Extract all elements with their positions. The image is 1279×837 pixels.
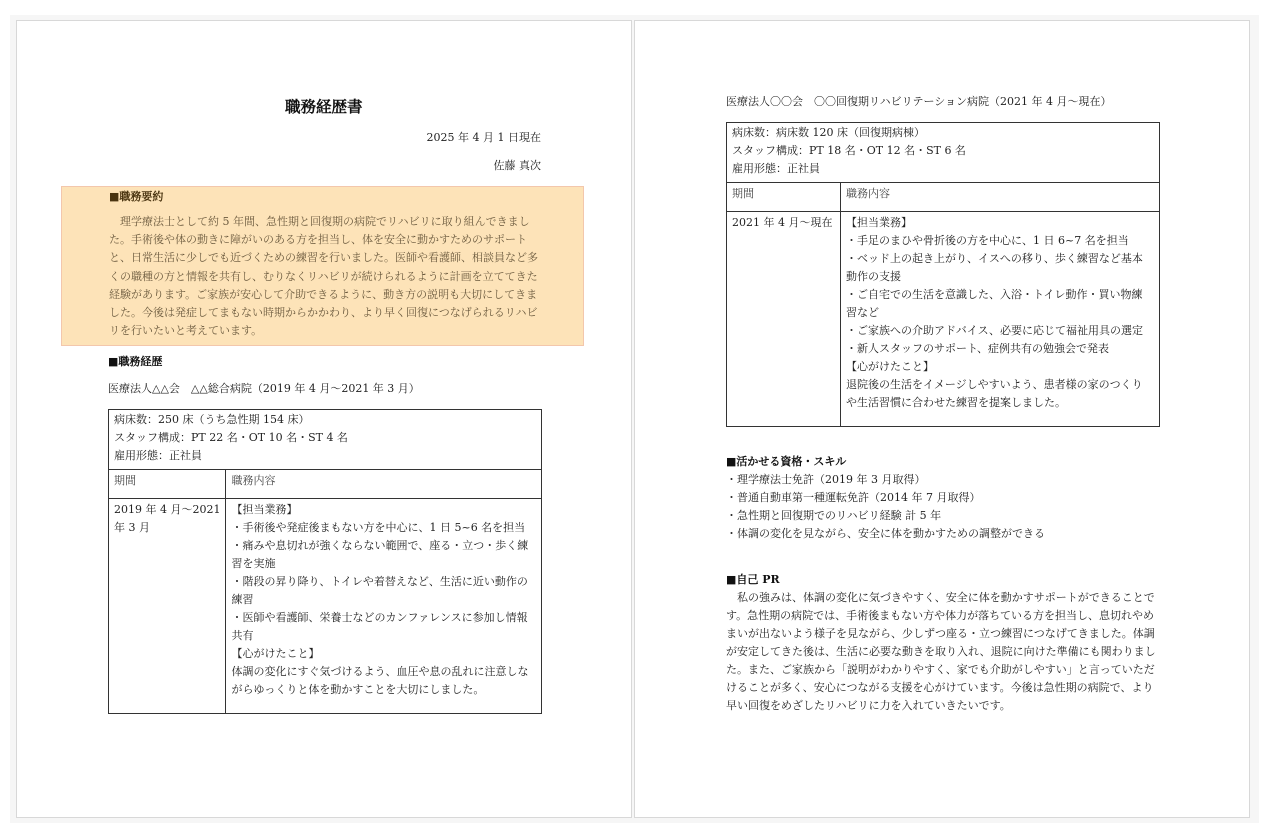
work-history-heading: ■職務経歴 xyxy=(108,355,163,368)
employer-2-name: 医療法人〇〇会 〇〇回復期リハビリテーション病院（2021 年 4 月～現在） xyxy=(726,95,1112,108)
employer-2-table xyxy=(726,122,1160,427)
period-column-header: 期間 xyxy=(109,470,226,499)
document-title: 職務経歴書 xyxy=(285,97,363,116)
employer-2-period: 2021 年 4 月～現在 xyxy=(727,212,841,427)
employer-2-info: 病床数：病床数 120 床（回復期病棟） スタッフ構成：PT 18 名・OT 12 名・ST 6 名 雇用形態：正社員 xyxy=(727,123,1160,183)
career-summary-highlight xyxy=(61,186,584,346)
career-summary-heading: ■職務要約 xyxy=(109,190,164,203)
self-pr-heading: ■自己 PR xyxy=(726,573,780,586)
skill-item: ・普通自動車第一種運転免許（2014 年 7 月取得） xyxy=(726,491,981,504)
employer-1-period: 2019 年 4 月～2021 年 3 月 xyxy=(109,499,226,714)
employer-1-duties: 【担当業務】 ・手術後や発症後まもない方を中心に、1 日 5~6 名を担当 ・痛みや息切れが強くならない範囲で、座る・立つ・歩く練 習を実施 ・階段の昇り降り、トイレや着替えなど、生活に近い動作の 練習 ・医師や看護師、栄養士などのカンファレンスに参加し情報 共有 【心がけたこと】 体調の変化にすぐ気づけるよう、血圧や息の乱れに注意しな がらゆっくりと体を動かすことを大切にしました。 xyxy=(226,499,542,714)
page-2 xyxy=(634,20,1250,818)
duties-column-header: 職務内容 xyxy=(226,470,542,499)
skills-list xyxy=(726,471,1045,543)
skill-item: ・急性期と回復期でのリハビリ経験 計 5 年 xyxy=(726,509,942,522)
employer-1-name: 医療法人△△会 △△総合病院（2019 年 4 月～2021 年 3 月） xyxy=(108,382,420,395)
career-summary-text: 理学療法士として約 5 年間、急性期と回復期の病院でリハビリに取り組んできまし た。手術後や体の動きに障がいのある方を担当し、体を安全に動かすためのサポート と、日常生活に少しでも近づくための練習を行いました。医師や看護師、相談員など多 くの職種の方と情報を共有し、むりなくリハビリが続けられるように計画を立ててきた 経験があります。ご家族が安心して介助できるように、動き方の説明も大切にしてきま した。今後は発症してまもない時期からかかわり、より早く回復につなげられるリハビ リを行いたいと考えています。 xyxy=(109,215,538,338)
employer-1-table xyxy=(108,409,542,714)
author-name: 佐藤 真次 xyxy=(493,159,541,172)
skills-heading: ■活かせる資格・スキル xyxy=(726,455,847,468)
skill-item: ・体調の変化を見ながら、安全に体を動かすための調整ができる xyxy=(726,527,1045,540)
document-date: 2025 年 4 月 1 日現在 xyxy=(426,131,541,144)
period-column-header: 期間 xyxy=(727,183,841,212)
duties-column-header: 職務内容 xyxy=(841,183,1160,212)
employer-2-duties: 【担当業務】 ・手足のまひや骨折後の方を中心に、1 日 6~7 名を担当 ・ベッド上の起き上がり、イスへの移り、歩く練習など基本 動作の支援 ・ご自宅での生活を意識した、入浴・トイレ動作・買い物練 習など ・ご家族への介助アドバイス、必要に応じて福祉用具の選定 ・新人スタッフのサポート、症例共有の勉強会で発表 【心がけたこと】 退院後の生活をイメージしやすいよう、患者様の家のつくり や生活習慣に合わせた練習を提案しました。 xyxy=(841,212,1160,427)
employer-1-info: 病床数：250 床（うち急性期 154 床） スタッフ構成：PT 22 名・OT 10 名・ST 4 名 雇用形態：正社員 xyxy=(109,410,542,470)
self-pr-text: 私の強みは、体調の変化に気づきやすく、安全に体を動かすサポートができることで す。急性期の病院では、手術後まもない方や体力が落ちている方を担当し、息切れやめ まいが出ないよう様子を見ながら、少しずつ座る・立つ練習につなげてきました。体調 が安定してきた後は、生活に必要な動きを取り入れ、退院に向けた準備にも関わりまし た。また、ご家族から「説明がわかりやすく、家でも介助がしやすい」と言っていただ けることが多く、安心につながる支援を心がけています。今後は急性期の病院で、より 早い回復をめざしたリハビリに力を入れていきたいです。 xyxy=(726,591,1156,712)
page-1 xyxy=(16,20,632,818)
skill-item: ・理学療法士免許（2019 年 3 月取得） xyxy=(726,473,926,486)
